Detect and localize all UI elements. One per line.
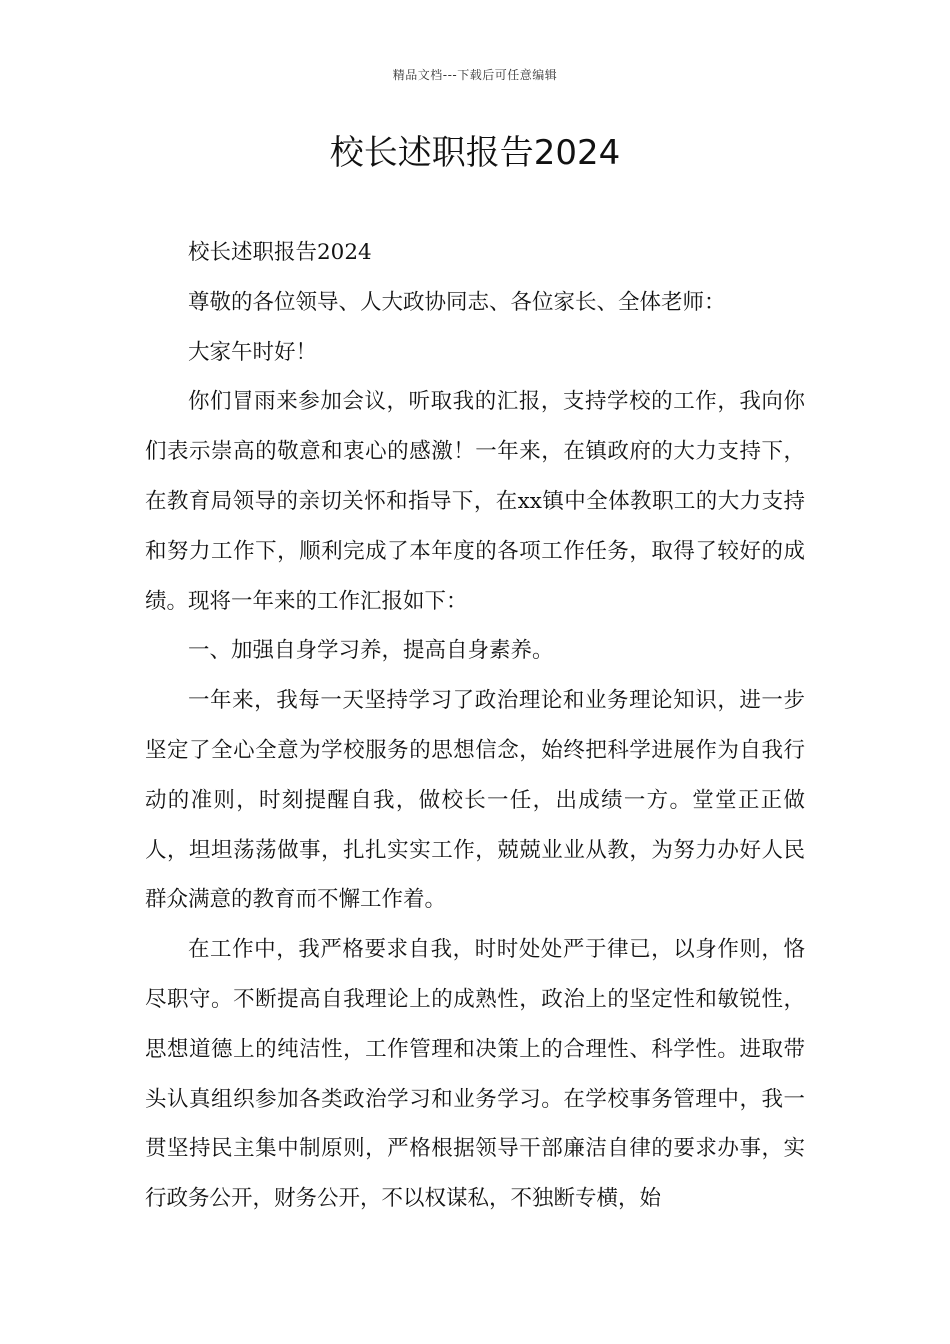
header-note: 精品文档---下载后可任意编辑 bbox=[392, 68, 558, 82]
paragraph: 尊敬的各位领导、人大政协同志、各位家长、全体老师： bbox=[188, 289, 726, 315]
paragraph: 大家午时好！ bbox=[188, 339, 318, 365]
document-title: 校长述职报告2024 bbox=[329, 133, 621, 173]
paragraph: 你们冒雨来参加会议，听取我的汇报，支持学校的工作，我向你们表示崇高的敬意和衷心的感激！一年来，在镇政府的大力支持下，在教育局领导的亲切关怀和指导下，在xx镇中全体教职工的大力支持和努力工作下，顺利完成了本年度的各项工作任务，取得了较好的成绩。现将一年来的工作汇报如下： bbox=[145, 389, 805, 614]
paragraph: 校长述职报告2024 bbox=[188, 240, 372, 265]
paragraph: 一、加强自身学习养，提高自身素养。 bbox=[188, 638, 554, 664]
paragraph: 一年来，我每一天坚持学习了政治理论和业务理论知识，进一步坚定了全心全意为学校服务的思想信念，始终把科学进展作为自我行动的准则，时刻提醒自我，做校长一任，出成绩一方。堂堂正正做人，坦坦荡荡做事，扎扎实实工作，兢兢业业从教，为努力办好人民群众满意的教育而不懈工作着。 bbox=[145, 688, 805, 913]
paragraph: 在工作中，我严格要求自我，时时处处严于律已，以身作则，恪尽职守。不断提高自我理论上的成熟性，政治上的坚定性和敏锐性，思想道德上的纯洁性，工作管理和决策上的合理性、科学性。进取带头认真组织参加各类政治学习和业务学习。在学校事务管理中，我一贯坚持民主集中制原则，严格根据领导干部廉洁自律的要求办事，实行政务公开，财务公开，不以权谋私，不独断专横，始 bbox=[145, 937, 805, 1212]
document-body bbox=[145, 228, 805, 1224]
